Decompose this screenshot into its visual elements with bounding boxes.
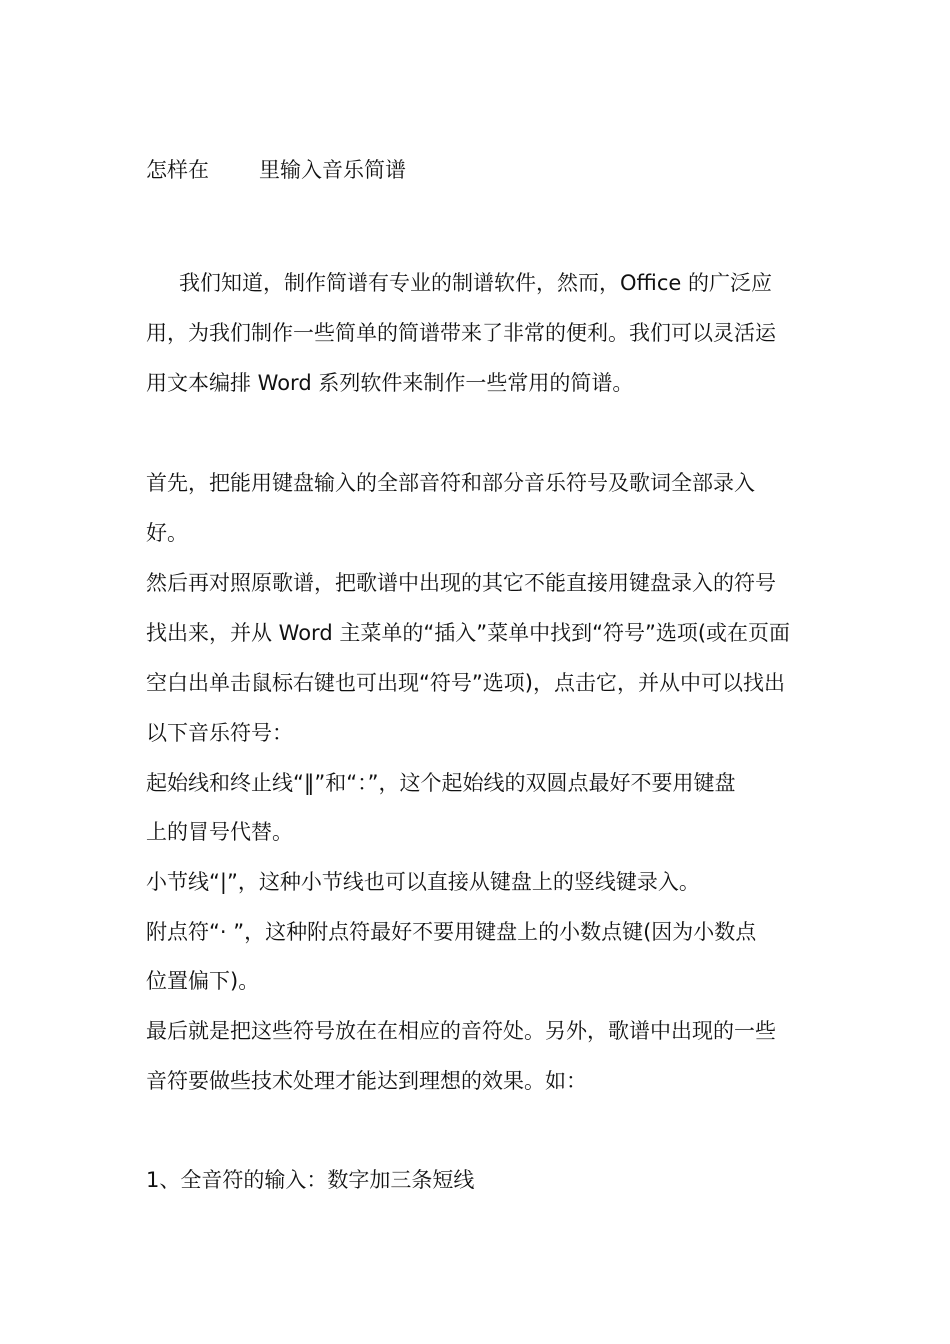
title-part-1: 怎样在 xyxy=(146,158,209,182)
paragraph-line: 用，为我们制作一些简单的简谱带来了非常的便利。我们可以灵活运 xyxy=(146,321,776,345)
paragraph-line: 首先，把能用键盘输入的全部音符和部分音乐符号及歌词全部录入 xyxy=(146,471,755,495)
paragraph-line: 找出来，并从 Word 主菜单的“插入”菜单中找到“符号”选项(或在页面 xyxy=(146,621,791,645)
paragraph-line: 小节线“|”，这种小节线也可以直接从键盘上的竖线键录入。 xyxy=(146,870,700,894)
paragraph-line: 起始线和终止线“‖”和“：”，这个起始线的双圆点最好不要用键盘 xyxy=(146,771,736,795)
paragraph-line: 附点符“· ”，这种附点符最好不要用键盘上的小数点键(因为小数点 xyxy=(146,920,757,944)
paragraph-line: 好。 xyxy=(146,521,188,545)
paragraph-line: 空白出单击鼠标右键也可出现“符号”选项)，点击它，并从中可以找出 xyxy=(146,671,785,695)
section-heading: 1、全音符的输入：数字加三条短线 xyxy=(146,1168,475,1192)
paragraph-line: 用文本编排 Word 系列软件来制作一些常用的简谱。 xyxy=(146,371,634,395)
paragraph-line: 位置偏下)。 xyxy=(146,969,260,993)
title-part-2: 里输入音乐简谱 xyxy=(259,158,406,182)
paragraph-line: 最后就是把这些符号放在在相应的音符处。另外，歌谱中出现的一些 xyxy=(146,1019,776,1043)
paragraph-line: 我们知道，制作简谱有专业的制谱软件，然而，Office 的广泛应 xyxy=(179,271,772,295)
paragraph-line: 上的冒号代替。 xyxy=(146,820,293,844)
paragraph-line: 音符要做些技术处理才能达到理想的效果。如： xyxy=(146,1069,587,1093)
paragraph-line: 然后再对照原歌谱，把歌谱中出现的其它不能直接用键盘录入的符号 xyxy=(146,571,776,595)
paragraph-line: 以下音乐符号： xyxy=(146,721,293,745)
